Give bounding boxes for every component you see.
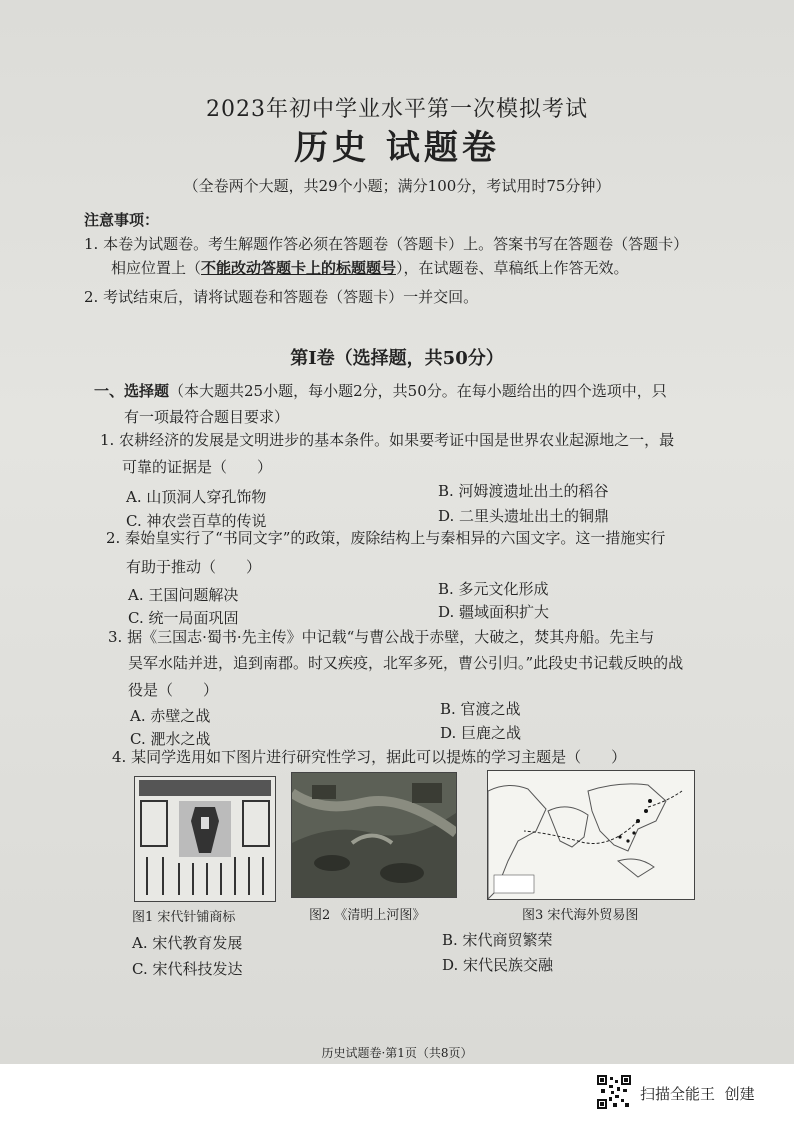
- notes-heading: 注意事项：: [84, 211, 160, 229]
- q2-option-c: C. 统一局面巩固: [128, 609, 239, 627]
- q3-option-a: A. 赤壁之战: [130, 707, 211, 725]
- figure-2-painting: [291, 772, 457, 898]
- q3-stem-cont: 吴军水陆并进，追到南郡。时又疾疫，北军多死，曹公引归。”此段史书记载反映的战: [128, 654, 684, 672]
- figure-3-map: [487, 770, 695, 900]
- note-1: 1. 本卷为试题卷。考生解题作答必须在答题卷（答题卡）上。答案书写在答题卷（答题卡）: [84, 235, 689, 253]
- bleed-through: [560, 46, 564, 60]
- q2-option-b: B. 多元文化形成: [438, 580, 549, 598]
- q1-option-c: C. 神农尝百草的传说: [126, 512, 267, 530]
- q3-stem: 3. 据《三国志·蜀书·先主传》中记载“与曹公战于赤壁，大破之，焚其舟船。先主与: [108, 628, 655, 646]
- q3-option-c: C. 淝水之战: [130, 730, 211, 748]
- q3-stem-cont2: 役是（ ）: [128, 681, 219, 699]
- section-title: 第Ⅰ卷（选择题，共50分）: [290, 348, 504, 369]
- exam-subtitle: （全卷两个大题，共29个小题；满分100分，考试用时75分钟）: [183, 177, 611, 195]
- section-intro: 一、选择题（本大题共25小题，每小题2分，共50分。在每小题给出的四个选项中，只: [94, 382, 667, 400]
- exam-title: 2023年初中学业水平第一次模拟考试: [206, 97, 588, 122]
- q2-option-d: D. 疆域面积扩大: [438, 603, 550, 621]
- q1-stem-cont: 可靠的证据是（ ）: [122, 458, 273, 476]
- scanner-watermark-text: 扫描全能王 创建: [640, 1085, 755, 1103]
- q4-stem: 4. 某同学选用如下图片进行研究性学习，据此可以提炼的学习主题是（ ）: [112, 748, 627, 766]
- section-intro-cont: 有一项最符合题目要求）: [124, 408, 290, 426]
- q1-option-d: D. 二里头遗址出土的铜鼎: [438, 507, 610, 525]
- page-footer: 历史试题卷·第1页（共8页）: [321, 1046, 473, 1060]
- note-1-cont: 相应位置上（不能改动答题卡上的标题题号），在试题卷、草稿纸上作答无效。: [111, 259, 629, 277]
- q4-option-a: A. 宋代教育发展: [132, 934, 243, 952]
- figure-1-trademark: [134, 776, 276, 902]
- q4-option-b: B. 宋代商贸繁荣: [442, 931, 553, 949]
- q1-option-b: B. 河姆渡遗址出土的稻谷: [438, 482, 609, 500]
- figure-1-caption: 图1 宋代针铺商标: [132, 910, 236, 925]
- figure-2-caption: 图2 《清明上河图》: [309, 908, 426, 923]
- q2-stem: 2. 秦始皇实行了“书同文字”的政策，废除结构上与秦相异的六国文字。这一措施实行: [106, 529, 666, 547]
- figure-3-caption: 图3 宋代海外贸易图: [522, 908, 639, 923]
- q2-option-a: A. 王国问题解决: [128, 586, 239, 604]
- subject-title: 历史 试题卷: [294, 128, 500, 168]
- q4-option-d: D. 宋代民族交融: [442, 956, 554, 974]
- q3-option-b: B. 官渡之战: [440, 700, 521, 718]
- qr-code-icon: [597, 1075, 631, 1109]
- q4-option-c: C. 宋代科技发达: [132, 960, 243, 978]
- q2-stem-cont: 有助于推动（ ）: [126, 558, 262, 576]
- q1-option-a: A. 山顶洞人穿孔饰物: [126, 488, 267, 506]
- note-2: 2. 考试结束后，请将试题卷和答题卷（答题卡）一并交回。: [84, 288, 479, 306]
- q1-stem: 1. 农耕经济的发展是文明进步的基本条件。如果要考证中国是世界农业起源地之一，最: [100, 431, 675, 449]
- q3-option-d: D. 巨鹿之战: [440, 724, 522, 742]
